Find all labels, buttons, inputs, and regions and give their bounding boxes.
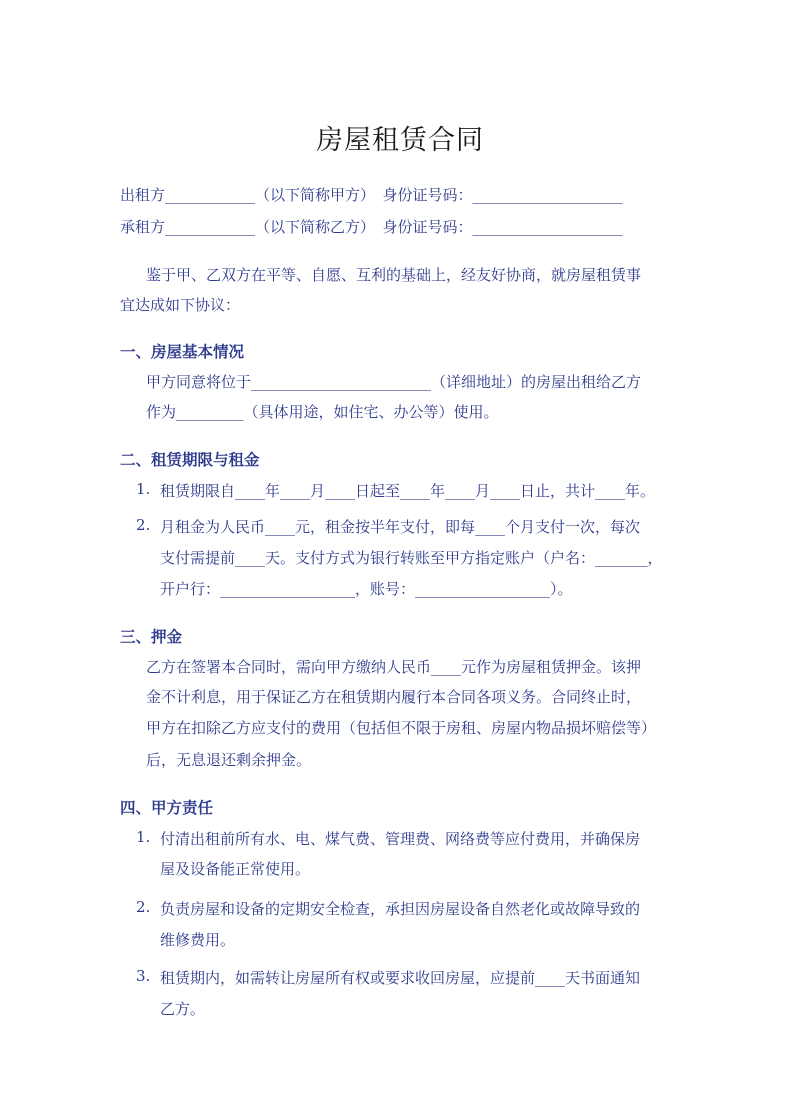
section2-item2-line-2: 支付需提前____天。支付方式为银行转账至甲方指定账户（户名：_______， bbox=[160, 549, 663, 567]
section1-heading: 一、房屋基本情况 bbox=[120, 342, 245, 361]
section2-item2-number: 2. bbox=[136, 516, 151, 534]
section4-item2-line-1: 负责房屋和设备的定期安全检查，承担因房屋设备自然老化或故障导致的 bbox=[160, 900, 641, 918]
preamble-line-2: 宜达成如下协议： bbox=[120, 296, 241, 314]
section2-item1-line-1: 租赁期限自____年____月____日起至____年____月____日止，共计____年。 bbox=[160, 482, 656, 500]
section1-line-1: 甲方同意将位于________________________（详细地址）的房屋出租给乙方 bbox=[146, 373, 642, 391]
section2-item1-number: 1. bbox=[136, 480, 151, 498]
section3-line-2: 金不计利息，用于保证乙方在租赁期内履行本合同各项义务。合同终止时， bbox=[146, 688, 642, 706]
section4-item1-line-2: 屋及设备能正常使用。 bbox=[160, 860, 311, 878]
preamble-line-1: 鉴于甲、乙双方在平等、自愿、互利的基础上，经友好协商，就房屋租赁事 bbox=[146, 266, 642, 284]
section2-item2-line-3: 开户行：__________________，账号：__________________）。 bbox=[160, 580, 573, 598]
section4-heading: 四、甲方责任 bbox=[120, 798, 214, 817]
section4-item1-line-1: 付清出租前所有水、电、煤气费、管理费、网络费等应付费用，并确保房 bbox=[160, 830, 641, 848]
lessee-line: 承租方____________（以下简称乙方） 身份证号码：____________________ bbox=[120, 218, 623, 236]
section1-line-2: 作为_________（具体用途，如住宅、办公等）使用。 bbox=[146, 403, 499, 421]
section3-line-3: 甲方在扣除乙方应支付的费用（包括但不限于房租、房屋内物品损坏赔偿等） bbox=[146, 719, 657, 737]
section4-item3-line-1: 租赁期内，如需转让房屋所有权或要求收回房屋，应提前____天书面通知 bbox=[160, 969, 641, 987]
section4-item2-line-2: 维修费用。 bbox=[160, 931, 236, 949]
section3-line-1: 乙方在签署本合同时，需向甲方缴纳人民币____元作为房屋租赁押金。该押 bbox=[146, 658, 642, 676]
section2-item2-line-1: 月租金为人民币____元，租金按半年支付，即每____个月支付一次，每次 bbox=[160, 518, 641, 536]
document-title: 房屋租赁合同 bbox=[316, 125, 484, 156]
section4-item1-number: 1. bbox=[136, 828, 151, 846]
section4-item3-line-2: 乙方。 bbox=[160, 1000, 206, 1018]
section3-line-4: 后，无息退还剩余押金。 bbox=[146, 751, 312, 769]
section3-heading: 三、押金 bbox=[120, 627, 183, 646]
section4-item3-number: 3. bbox=[136, 967, 151, 985]
section4-item2-number: 2. bbox=[136, 898, 151, 916]
lessor-line: 出租方____________（以下简称甲方） 身份证号码：____________________ bbox=[120, 186, 623, 204]
section2-heading: 二、租赁期限与租金 bbox=[120, 450, 260, 469]
